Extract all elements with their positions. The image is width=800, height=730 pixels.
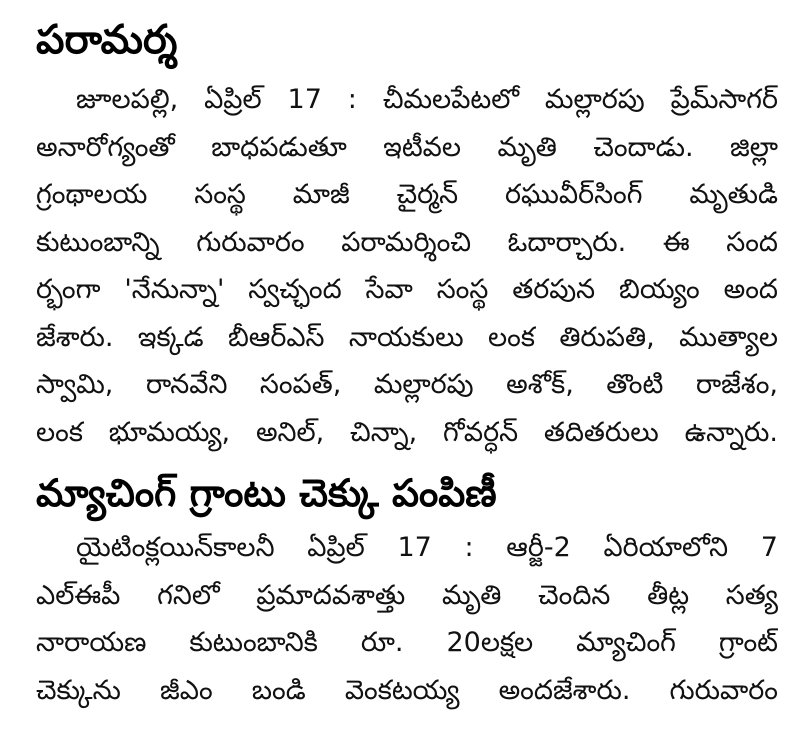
- article-body: [36, 524, 778, 714]
- article-condolence: [36, 10, 778, 456]
- article-line: జూలపల్లి, ఏప్రిల్ 17 : చీమలపేటలో మల్లారపు ప్రేమ్‌సాగర్: [76, 84, 778, 115]
- article-line: ర్భంగా 'నేనున్నా' స్వచ్ఛంద సేవా సంస్థ తరపున బియ్యం అంద: [36, 274, 778, 305]
- article-line: కుటుంబాన్ని గురువారం పరామర్శించి ఓదార్చారు. ఈ సంద: [36, 226, 778, 258]
- article-line: చెక్కును జీఎం బండి వెంకటయ్య అందజేశారు. గురువారం: [36, 674, 778, 706]
- article-line: నారాయణ కుటుంబానికి రూ. 20లక్షల మ్యాచింగ్ గ్రాంట్: [36, 627, 778, 658]
- article-line: ఎల్ఈపీ గనిలో ప్రమాదవశాత్తు మృతి చెందిన తీట్ల సత్య: [36, 579, 778, 611]
- article-line: స్వామి, రానవేని సంపత్, మల్లారపు అశోక్, తొంటి రాజేశం,: [36, 369, 778, 400]
- article-line: జేశారు. ఇక్కడ బీఆర్‌ఎస్ నాయకులు లంక తిరుపతి, ముత్యాల: [36, 321, 778, 353]
- article-matching-grant: [36, 464, 778, 714]
- article-line: లంక భూమయ్య, అనిల్, చిన్నా, గోవర్ధన్ తదితరులు ఉన్నారు.: [36, 416, 778, 448]
- article-line: యైటింక్లయిన్‌కాలనీ ఏప్రిల్ 17 : ఆర్జీ-2 ఏరియాలోని 7: [76, 532, 778, 563]
- article-line: అనారోగ్యంతో బాధపడుతూ ఇటీవల మృతి చెందాడు. జిల్లా: [36, 131, 778, 163]
- article-headline: మ్యాచింగ్ గ్రాంటు చెక్కు పంపిణీ: [36, 471, 497, 515]
- article-headline: పరామర్శ: [36, 17, 178, 63]
- article-body: [36, 76, 778, 456]
- article-line: గ్రంథాలయ సంస్థ మాజీ చైర్మన్ రఘువీర్‌సింగ్ మృతుడి: [36, 179, 778, 210]
